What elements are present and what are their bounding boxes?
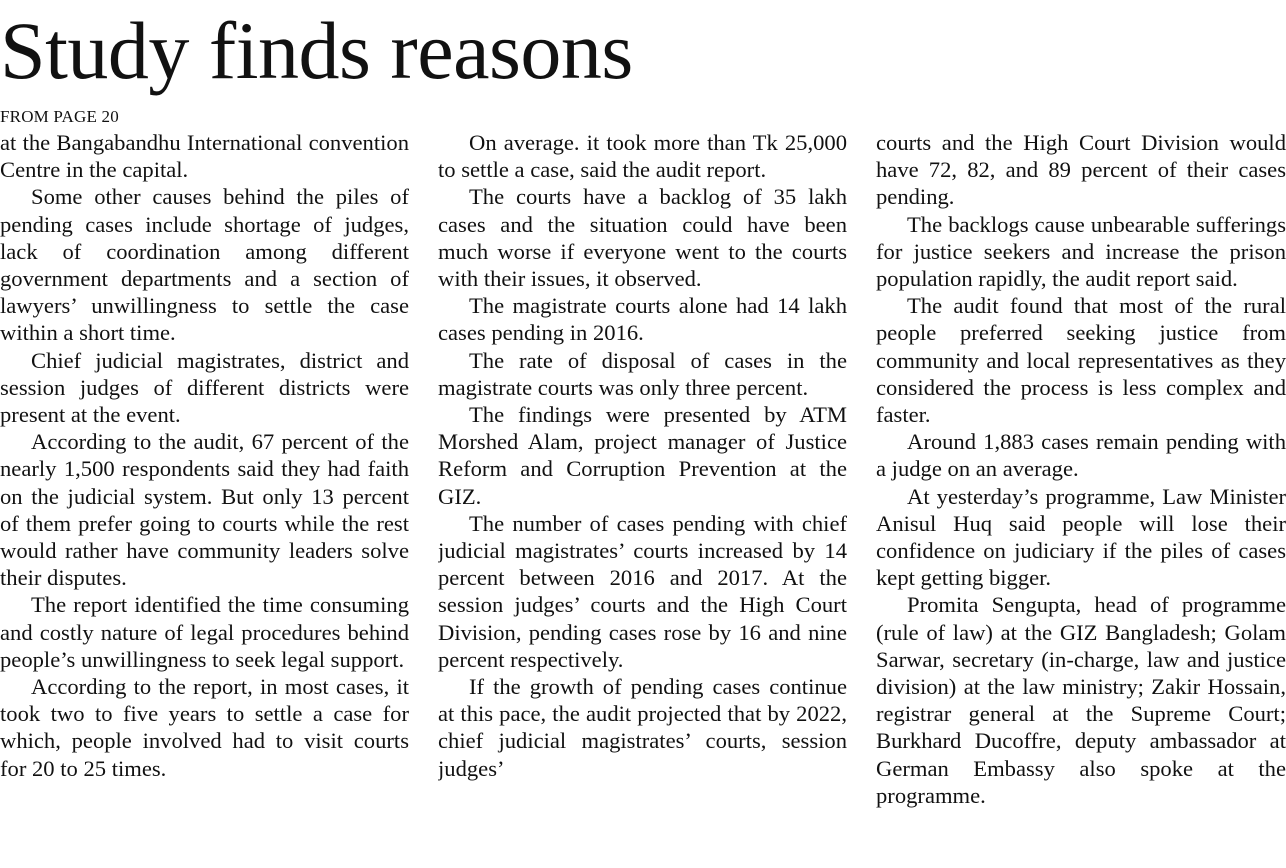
paragraph: Some other causes behind the piles of pending cases include shortage of judges, lack of coordination among different government departments and a section of lawyers’ unwillingness to settle the case within a short time. xyxy=(0,184,409,346)
paragraph-continued: at the Bangabandhu International convention Centre in the capital. xyxy=(0,130,409,183)
paragraph: On average. it took more than Tk 25,000 to settle a case, said the audit report. xyxy=(438,130,847,183)
paragraph: The magistrate courts alone had 14 lakh cases pending in 2016. xyxy=(438,293,847,346)
paragraph: Chief judicial magistrates, district and session judges of different districts were present at the event. xyxy=(0,347,409,428)
paragraph: The rate of disposal of cases in the magistrate courts was only three percent. xyxy=(438,347,847,400)
paragraph: The audit found that most of the rural people preferred seeking justice from community and local representatives as they considered the process is less complex and faster. xyxy=(876,293,1286,428)
paragraph: At yesterday’s programme, Law Minister Anisul Huq said people will lose their confidence on judiciary if the piles of cases kept getting bigger. xyxy=(876,483,1286,591)
paragraph: The report identified the time consuming and costly nature of legal procedures behind people’s unwillingness to seek legal support. xyxy=(0,592,409,672)
jump-line: FROM PAGE 20 xyxy=(0,107,119,126)
paragraph: The courts have a backlog of 35 lakh cases and the situation could have been much worse if everyone went to the courts with their issues, it observed. xyxy=(438,184,847,292)
paragraph-continued: courts and the High Court Division would have 72, 82, and 89 percent of their cases pending. xyxy=(876,130,1286,210)
paragraph: According to the report, in most cases, it took two to five years to settle a case for which, people involved had to visit courts for 20 to 25 times. xyxy=(0,674,409,781)
article-column-3 xyxy=(876,129,1286,868)
article-column-1 xyxy=(0,129,409,868)
paragraph: Promita Sengupta, head of programme (rule of law) at the GIZ Bangladesh; Golam Sarwar, secretary (in-charge, law and justice division) at the law ministry; Zakir Hossain, registrar general at the Supreme Court; Burkhard Ducoffre, deputy ambassador at German Embassy also spoke at the programme. xyxy=(876,592,1286,808)
article-column-2 xyxy=(438,129,847,868)
headline: Study finds reasons xyxy=(0,5,633,96)
paragraph: The number of cases pending with chief judicial magistrates’ courts increased by 14 percent between 2016 and 2017. At the session judges’ courts and the High Court Division, pending cases rose by 16 and nine percent respectively. xyxy=(438,510,847,672)
paragraph: The findings were presented by ATM Morshed Alam, project manager of Justice Reform and Corruption Prevention at the GIZ. xyxy=(438,402,847,509)
paragraph: If the growth of pending cases continue at this pace, the audit projected that by 2022, chief judicial magistrates’ courts, session judges’ xyxy=(438,674,847,781)
paragraph: The backlogs cause unbearable sufferings for justice seekers and increase the prison population rapidly, the audit report said. xyxy=(876,211,1286,292)
paragraph: According to the audit, 67 percent of the nearly 1,500 respondents said they had faith on the judicial system. But only 13 percent of them prefer going to courts while the rest would rather have community leaders solve their disputes. xyxy=(0,429,409,591)
paragraph: Around 1,883 cases remain pending with a judge on an average. xyxy=(876,429,1286,482)
